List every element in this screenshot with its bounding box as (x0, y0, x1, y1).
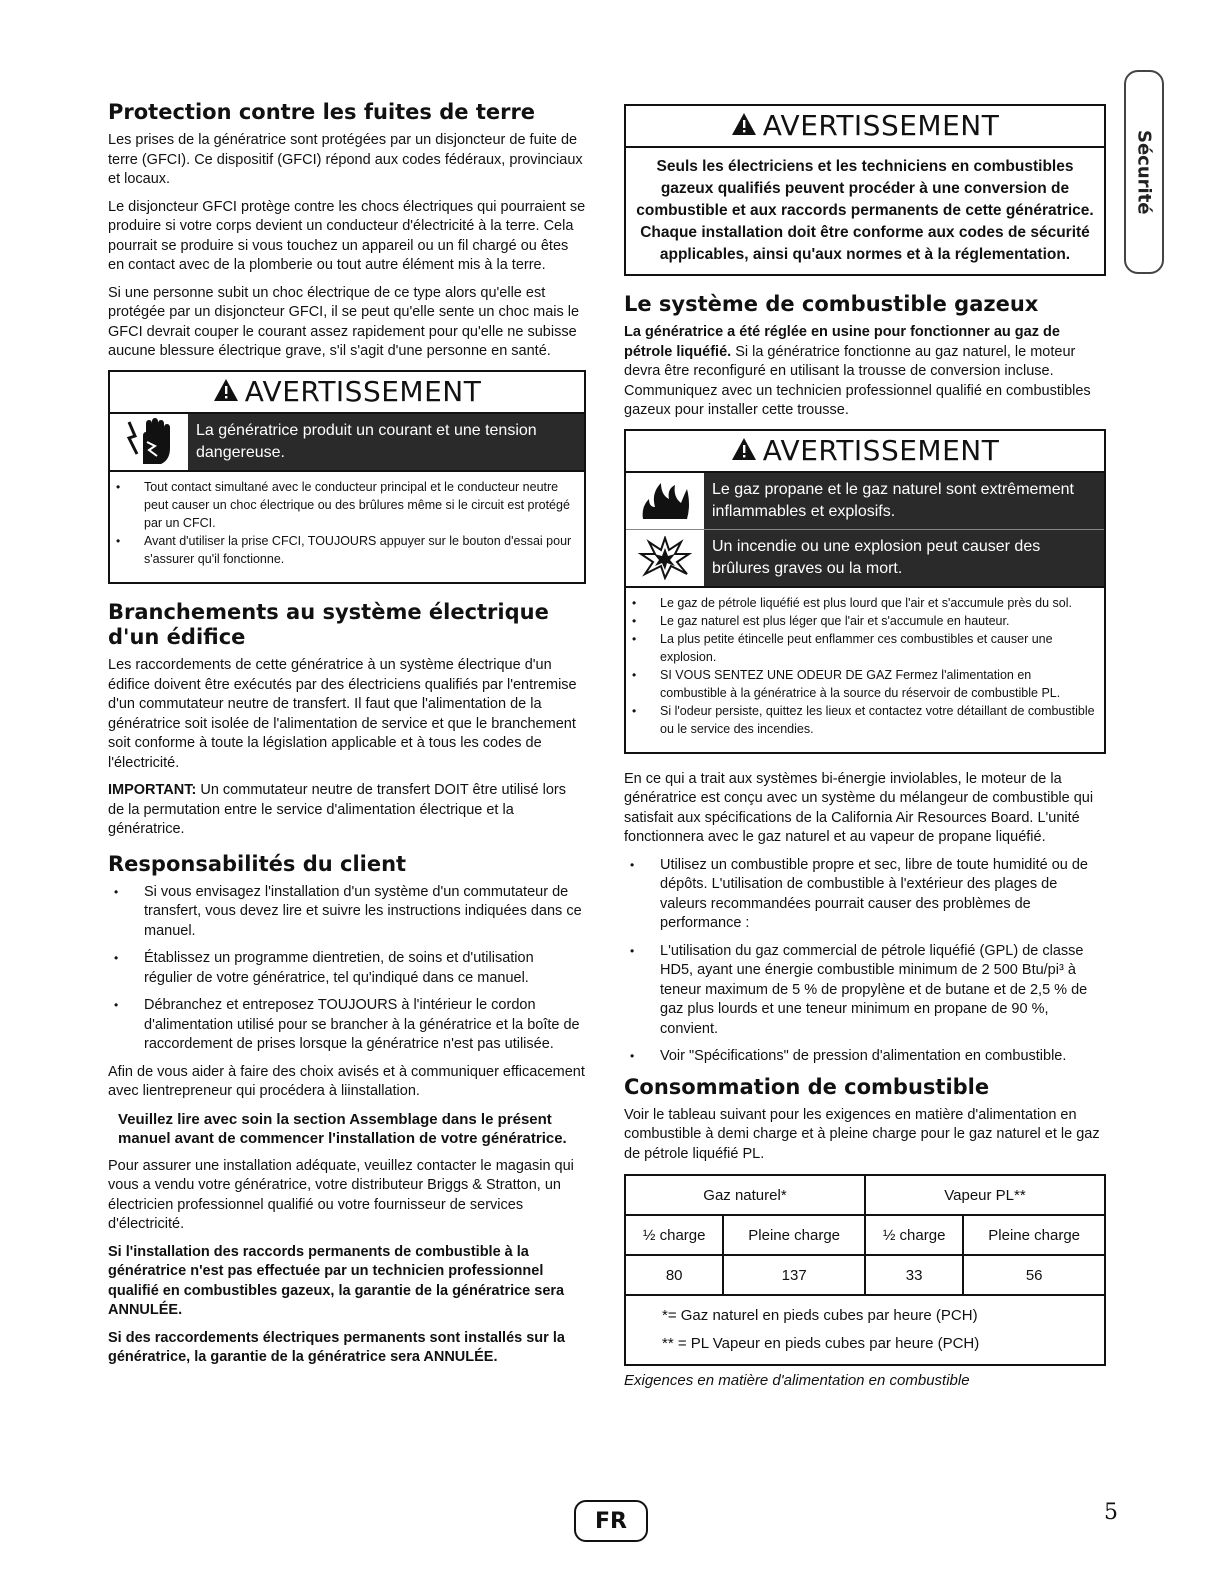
important-note: IMPORTANT: Un commutateur neutre de transfert DOIT être utilisé lors de la permutation entre le service d'alimentation électrique et la génératrice. (108, 782, 566, 838)
warning-box-electric (108, 370, 586, 584)
explosion-icon (626, 530, 704, 586)
language-badge: FR (574, 1500, 648, 1542)
responsabilites-list (108, 883, 586, 1055)
section-tab-label: Sécurité (1133, 129, 1155, 215)
warning-triangle-icon (213, 373, 239, 413)
list-item: • SI VOUS SENTEZ UNE ODEUR DE GAZ Fermez l'alimentation en combustible à la génératrice à la source du réservoir de combustible PL. (626, 666, 1100, 702)
warning-triangle-icon (731, 432, 757, 472)
table-footnotes (625, 1295, 1105, 1365)
left-column (108, 100, 586, 1376)
warranty-notice-electric: Si des raccordements électriques permanents sont installés sur la génératrice, la garantie de la génératrice sera ANNULÉE. (108, 1329, 565, 1366)
gfci-paragraph-1: Les prises de la génératrice sont protégées par un disjoncteur de fuite de terre (GFCI). Ce dispositif (GFCI) répond aux codes fédéraux, provinciaux et locaux. (108, 132, 583, 188)
list-item: • Le gaz naturel est plus léger que l'air et s'accumule en hauteur. (626, 612, 1100, 630)
gfci-paragraph-3: Si une personne subit un choc électrique de ce type alors qu'elle est protégée par un disjoncteur GFCI, il se peut qu'elle sente un choc mais le GFCI devrait couper le courant assez rapidement pour qu'elle ne subisse aucune blessure électrique grave, s'il s'agit d'une personne en santé. (108, 284, 580, 360)
gfci-paragraph-2: Le disjoncteur GFCI protège contre les chocs électriques qui pourraient se produire si votre corps devient un conducteur d'électricité à la terre. Cela pourrait se produire si vous touchez un appareil ou un fil chargé ou êtes en contact avec de la plomberie ou tout autre élément mis à la terre. (108, 198, 586, 274)
warning-banner-flammable: Le gaz propane et le gaz naturel sont extrêmement inflammables et explosifs. (704, 473, 1104, 529)
list-item: • L'utilisation du gaz commercial de pétrole liquéfié (GPL) de classe HD5, ayant une énergie combustible minimum de 2 500 Btu/pi³ à teneur maximum de 5 % de propylène et de butane et de 2,5 % de gaz plus lourds et une teneur minimum en propane de 90 %, convient. (624, 942, 1106, 1040)
responsabilites-heading: Responsabilités du client (108, 851, 407, 876)
table-caption: Exigences en matière d'alimentation en combustible (624, 1372, 970, 1390)
right-column (624, 104, 1106, 1389)
table-group-header: Vapeur PL** (865, 1175, 1105, 1215)
branchements-heading: Branchements au système électrique d'un édifice (108, 599, 549, 649)
table-cell: 33 (865, 1255, 963, 1295)
warning-triangle-icon (731, 107, 757, 147)
consommation-heading: Consommation de combustible (624, 1074, 990, 1099)
table-subheader: ½ charge (865, 1215, 963, 1255)
page-number: 5 (1104, 1500, 1118, 1525)
warning-title: AVERTISSEMENT (626, 106, 1104, 148)
list-item: • Si vous envisagez l'installation d'un système d'un commutateur de transfert, vous devez lire et suivre les instructions indiquées dans ce manuel. (108, 883, 586, 942)
gfci-heading: Protection contre les fuites de terre (108, 100, 536, 124)
footnote-lp-vapor: ** = PL Vapeur en pieds cubes par heure (PCH) (662, 1335, 980, 1353)
warning-text: Seuls les électriciens et les techniciens en combustibles gazeux qualifiés peuvent procéder à une conversion de combustible et aux raccords permanents de cette génératrice. Chaque installation doit être conforme aux codes de sécurité applicables, ainsi qu'aux normes et à la réglementation. (636, 158, 1094, 263)
warning-box-installation (624, 104, 1106, 276)
table-subheader: Pleine charge (963, 1215, 1105, 1255)
gaz-heading: Le système de combustible gazeux (624, 292, 1039, 316)
warranty-notice-fuel: Si l'installation des raccords permanents de combustible à la génératrice n'est pas effectuée par un technicien professionnel qualifié en combustibles gazeux, la garantie de la génératrice sera ANNULÉE. (108, 1243, 565, 1319)
warning-box-gas (624, 429, 1106, 754)
warning-bullet-list (110, 478, 580, 568)
assemblage-notice: Veuillez lire avec soin la section Assemblage dans le présent manuel avant de commencer l'installation de votre génératrice. (118, 1110, 567, 1148)
footnote-natural-gas: *= Gaz naturel en pieds cubes par heure (PCH) (662, 1307, 978, 1325)
table-subheader: ½ charge (625, 1215, 723, 1255)
section-tab-securite (1124, 70, 1164, 274)
list-item: • Tout contact simultané avec le conducteur principal et le conducteur neutre peut causer un choc électrique ou des brûlures même si le circuit est protégé par un CFCI. (110, 478, 580, 532)
list-item: • Établissez un programme dientretien, de soins et d'utilisation régulier de votre génératrice, tel qu'indiqué dans ce manuel. (108, 949, 586, 988)
warning-title: AVERTISSEMENT (626, 431, 1104, 473)
bienergie-paragraph: En ce qui a trait aux systèmes bi-énergie inviolables, le moteur de la génératrice est conçu avec un système du mélangeur de combustible qui satisfait aux spécifications de la California Air Resources Board. L'unité fonctionnera avec le gaz naturel et au vapeur de propane liquéfié. (624, 770, 1094, 846)
table-cell: 80 (625, 1255, 723, 1295)
gaz-paragraph: La génératrice a été réglée en usine pour fonctionner au gaz de pétrole liquéfié. Si la génératrice fonctionne au gaz naturel, le moteur devra être reconfiguré en utilisant la trousse de conversion incluse. Communiquez avec un technicien professionnel qualifié en combustibles gazeux pour installer cette trousse. (624, 324, 1091, 419)
list-item: • Débranchez et entreposez TOUJOURS à l'intérieur le cordon d'alimentation utilisé pour se brancher à la génératrice et la boîte de raccordement de prises lorsque la génératrice n'est pas utilisée. (108, 996, 586, 1055)
list-item: • Avant d'utiliser la prise CFCI, TOUJOURS appuyer sur le bouton d'essai pour s'assurer qu'il fonctionne. (110, 532, 580, 568)
warning-banner-explosion: Un incendie ou une explosion peut causer des brûlures graves ou la mort. (704, 530, 1104, 586)
warning-bullet-list (626, 594, 1100, 738)
bienergie-list (624, 856, 1106, 1067)
warning-title: AVERTISSEMENT (110, 372, 584, 414)
list-item: • Le gaz de pétrole liquéfié est plus lourd que l'air et s'accumule près du sol. (626, 594, 1100, 612)
table-subheader: Pleine charge (723, 1215, 865, 1255)
consommation-paragraph: Voir le tableau suivant pour les exigences en matière d'alimentation en combustible à demi charge et à pleine charge pour le gaz naturel et le gaz de pétrole liquéfié PL. (624, 1106, 1100, 1162)
list-item: • Si l'odeur persiste, quittez les lieux et contactez votre détaillant de combustible ou le service des incendies. (626, 702, 1100, 738)
branchements-paragraph: Les raccordements de cette génératrice à un système électrique d'un édifice doivent être exécutés par des électriciens qualifiés par l'entremise d'un commutateur neutre de transfert. Il faut que l'alimentation de la génératrice soit isolée de l'alimentation de service et que le branchement soit conforme à toute la législation applicable et à tous les codes de l'électricité. (108, 657, 577, 771)
table-cell: 137 (723, 1255, 865, 1295)
table-group-header: Gaz naturel* (625, 1175, 865, 1215)
electric-shock-icon (110, 414, 188, 470)
fire-icon (626, 473, 704, 529)
list-item: • Voir "Spécifications" de pression d'alimentation en combustible. (624, 1047, 1106, 1067)
list-item: • La plus petite étincelle peut enflammer ces combustibles et causer une explosion. (626, 630, 1100, 666)
warning-banner: La génératrice produit un courant et une tension dangereuse. (188, 414, 584, 470)
responsabilites-paragraph-2: Pour assurer une installation adéquate, veuillez contacter le magasin qui vous a vendu votre génératrice, votre distributeur Briggs & Stratton, un électricien professionnel qualifié ou votre fournisseur de services d'électricité. (108, 1157, 574, 1233)
responsabilites-paragraph-1: Afin de vous aider à faire des choix avisés et à communiquer efficacement avec lientrepreneur qui procédera à liinstallation. (108, 1063, 585, 1100)
table-cell: 56 (963, 1255, 1105, 1295)
fuel-consumption-table (624, 1174, 1106, 1366)
list-item: • Utilisez un combustible propre et sec, libre de toute humidité ou de dépôts. L'utilisation de combustible à l'extérieur des plages de valeurs recommandées pourrait causer des problèmes de performance : (624, 856, 1106, 934)
